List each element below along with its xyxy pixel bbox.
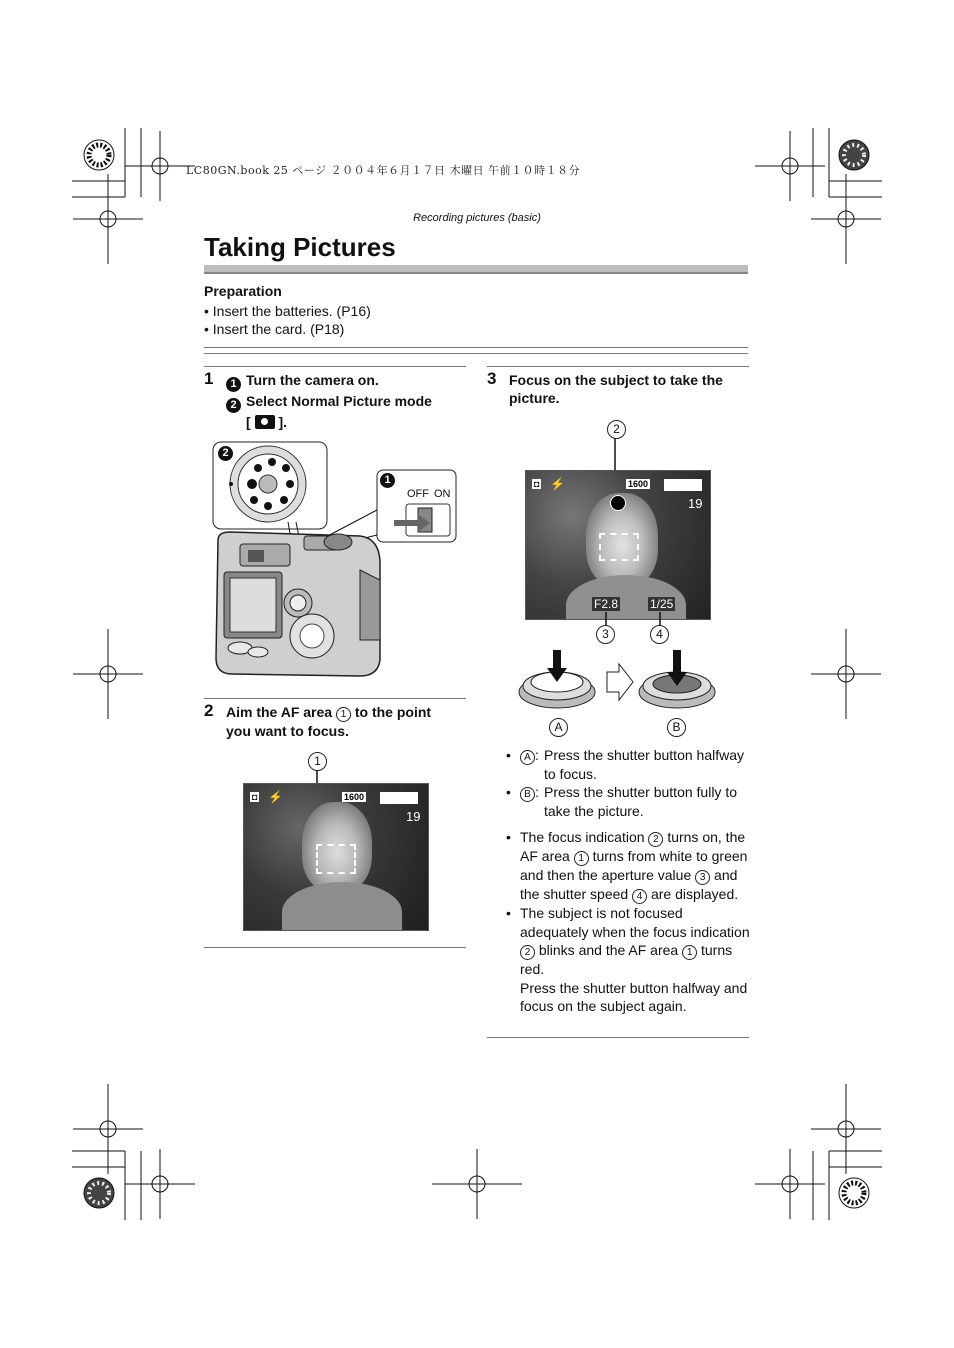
camera-mode-icon: ◘ xyxy=(534,479,540,489)
preparation-list xyxy=(204,302,371,338)
step-1-text: 1 Turn the camera on. 2 Select Normal Picture mode [ ]. xyxy=(226,371,466,431)
step-badge: 2 xyxy=(226,398,241,413)
section-divider xyxy=(204,353,748,354)
focus-indication-callout: 2 xyxy=(607,420,626,439)
af-area-callout: 1 xyxy=(308,752,327,771)
callout-ref: 1 xyxy=(336,707,351,722)
shutter-press-diagram xyxy=(515,648,725,714)
battery-icon xyxy=(664,479,702,491)
camera-drawing xyxy=(210,440,460,680)
camera-icon xyxy=(255,415,275,429)
step-3-number: 3 xyxy=(487,369,497,388)
note-item: • The focus indication 2 turns on, the AF area 1 turns from white to green and then the aperture value 3 and the shutter speed 4 are displayed. xyxy=(506,828,750,904)
print-header: LC80GN.book 25 ページ ２００４年６月１７日 木曜日 午前１０時１８分 xyxy=(186,164,581,177)
legend-item: • B : Press the shutter button fully to take the picture. xyxy=(506,783,750,820)
camera-illustration xyxy=(210,440,460,680)
column-rule xyxy=(204,947,466,948)
step-2-text: Aim the AF area 1 to the point you want to focus. xyxy=(226,704,432,739)
flash-icon: ⚡ xyxy=(268,790,283,804)
switch-on-label: ON xyxy=(434,488,451,500)
preparation-heading: Preparation xyxy=(204,283,282,299)
column-rule xyxy=(487,1037,749,1038)
shots-remaining: 19 xyxy=(406,809,421,824)
column-rule xyxy=(487,366,749,367)
shutter-legend xyxy=(506,746,750,820)
shutter-speed-callout: 4 xyxy=(650,625,669,644)
camera-mode-icon: ◘ xyxy=(252,792,258,802)
section-label: Recording pictures (basic) xyxy=(413,212,541,224)
lcd-focused-preview xyxy=(525,470,711,620)
legend-item: • A : Press the shutter button halfway to focus. xyxy=(506,746,750,783)
title-underline-bar xyxy=(204,265,748,274)
figure-callout-2: 2 xyxy=(218,446,233,461)
step-2-number: 2 xyxy=(204,701,214,720)
aperture-readout: F2.8 xyxy=(594,597,619,611)
half-press-label: A xyxy=(549,718,568,737)
af-area-frame xyxy=(599,533,639,561)
iso-readout: 1600 xyxy=(344,792,365,802)
column-rule xyxy=(204,698,466,699)
focus-indicator-dot xyxy=(610,495,626,511)
battery-icon xyxy=(380,792,418,804)
column-rule xyxy=(204,366,466,367)
shots-remaining: 19 xyxy=(688,496,703,511)
page-title: Taking Pictures xyxy=(204,232,396,262)
full-press-label: B xyxy=(667,718,686,737)
af-area-frame xyxy=(316,844,356,874)
focus-notes xyxy=(506,828,750,1016)
switch-off-label: OFF xyxy=(407,488,429,500)
figure-callout-1: 1 xyxy=(380,473,395,488)
shutter-speed-readout: 1/25 xyxy=(650,597,674,611)
aperture-callout: 3 xyxy=(596,625,615,644)
step-1-number: 1 xyxy=(204,369,214,388)
note-item: • The subject is not focused adequately when the focus indication 2 blinks and the AF area 1 turns red. Press the shutter button halfway and focus on the subject again. xyxy=(506,904,750,1016)
lcd-preview xyxy=(243,783,429,931)
preparation-item: • Insert the batteries. (P16) xyxy=(204,303,371,319)
iso-readout: 1600 xyxy=(628,479,649,489)
section-divider xyxy=(204,347,748,348)
step-3-text: Focus on the subject to take the picture. xyxy=(509,372,723,406)
preparation-item: • Insert the card. (P18) xyxy=(204,321,345,337)
step-badge: 1 xyxy=(226,377,241,392)
flash-icon: ⚡ xyxy=(550,477,565,491)
